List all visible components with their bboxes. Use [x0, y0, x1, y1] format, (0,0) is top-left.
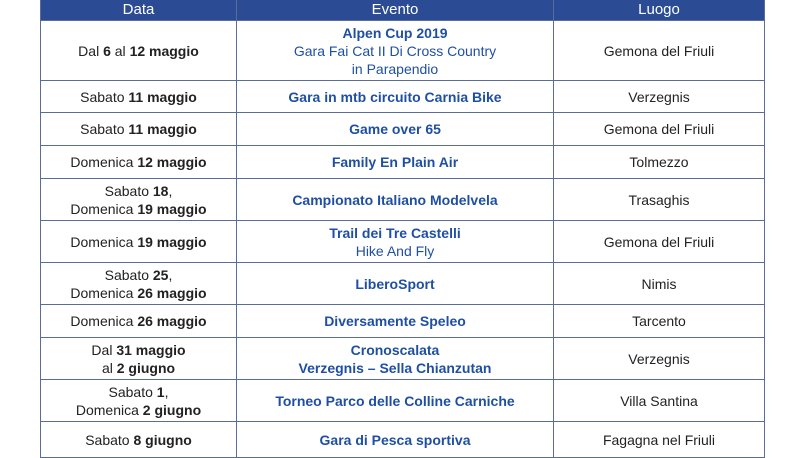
- date-text: Dal: [91, 341, 117, 358]
- cell-event: [237, 380, 554, 422]
- date-text: 8 giugno: [133, 431, 192, 448]
- event-text: Alpen Cup 2019: [342, 24, 448, 41]
- cell-place: Villa Santina: [554, 380, 765, 422]
- cell-date: [41, 305, 237, 338]
- date-text: Domenica: [70, 284, 138, 301]
- table-row: [41, 263, 765, 305]
- date-text: ,: [168, 182, 173, 199]
- table-row: [41, 146, 765, 179]
- date-text: al: [110, 42, 130, 59]
- event-text: Torneo Parco delle Colline Carniche: [275, 392, 515, 409]
- date-text: 2 giugno: [142, 401, 202, 418]
- date-text: 2 giugno: [116, 359, 176, 376]
- header-place: Luogo: [554, 0, 765, 21]
- date-text: ,: [168, 266, 173, 283]
- date-text: 26 maggio: [137, 284, 207, 301]
- date-text: 1: [156, 383, 165, 400]
- table-row: [41, 422, 765, 458]
- cell-place: Nimis: [554, 263, 765, 305]
- cell-event: [237, 179, 554, 221]
- cell-date: [41, 338, 237, 380]
- events-table-container: [40, 0, 765, 458]
- cell-date: [41, 263, 237, 305]
- cell-date: [41, 179, 237, 221]
- cell-place: Tarcento: [554, 305, 765, 338]
- table-row: [41, 21, 765, 81]
- cell-date: [41, 146, 237, 179]
- date-text: Domenica: [70, 154, 138, 170]
- cell-event: [237, 21, 554, 81]
- date-text: 6: [103, 42, 111, 59]
- date-text: Domenica: [70, 200, 138, 217]
- cell-date: [41, 81, 237, 113]
- cell-place: Gemona del Friuli: [554, 221, 765, 263]
- cell-date: [41, 380, 237, 422]
- cell-date: [41, 422, 237, 458]
- cell-place: Gemona del Friuli: [554, 113, 765, 146]
- date-text: Sabato: [85, 431, 134, 448]
- date-text: Sabato: [108, 383, 157, 400]
- date-text: Sabato: [104, 182, 153, 199]
- events-table: [40, 0, 765, 458]
- event-text: Campionato Italiano Modelvela: [292, 191, 498, 208]
- event-text: Cronoscalata: [350, 341, 440, 358]
- cell-event: [237, 338, 554, 380]
- cell-place: Gemona del Friuli: [554, 21, 765, 81]
- date-text: Domenica: [70, 313, 138, 329]
- cell-event: [237, 113, 554, 146]
- table-row: [41, 81, 765, 113]
- event-text: Hike And Fly: [355, 242, 435, 259]
- event-text: Gara in mtb circuito Carnia Bike: [288, 88, 502, 105]
- cell-place: Fagagna nel Friuli: [554, 422, 765, 458]
- event-text: Trail dei Tre Castelli: [329, 224, 461, 241]
- table-row: [41, 380, 765, 422]
- date-text: Sabato: [80, 121, 129, 137]
- cell-event: [237, 263, 554, 305]
- event-text: in Parapendio: [351, 60, 439, 77]
- date-text: Sabato: [104, 266, 153, 283]
- date-text: Domenica: [75, 401, 143, 418]
- date-text: Dal: [78, 42, 104, 59]
- table-row: [41, 305, 765, 338]
- date-text: 12 maggio: [137, 154, 207, 170]
- date-text: 25: [152, 266, 169, 283]
- cell-event: [237, 81, 554, 113]
- event-text: Family En Plain Air: [331, 154, 459, 170]
- date-text: ,: [164, 383, 169, 400]
- date-text: 11 maggio: [128, 121, 197, 137]
- cell-event: [237, 146, 554, 179]
- cell-event: [237, 221, 554, 263]
- header-event: Evento: [237, 0, 554, 21]
- date-text: 12 maggio: [129, 42, 199, 59]
- table-row: [41, 221, 765, 263]
- date-text: Sabato: [80, 88, 129, 105]
- date-text: 11 maggio: [128, 88, 197, 105]
- table-row: [41, 338, 765, 380]
- header-date: Data: [41, 0, 237, 21]
- cell-place: Tolmezzo: [554, 146, 765, 179]
- event-text: Verzegnis – Sella Chianzutan: [298, 359, 492, 376]
- table-header-row: [41, 0, 765, 21]
- date-text: al: [101, 359, 117, 376]
- date-text: 26 maggio: [137, 313, 207, 329]
- event-text: Game over 65: [349, 121, 441, 137]
- date-text: 18: [152, 182, 169, 199]
- cell-place: Verzegnis: [554, 81, 765, 113]
- cell-event: [237, 422, 554, 458]
- event-text: Gara di Pesca sportiva: [319, 431, 471, 448]
- date-text: Domenica: [70, 233, 138, 250]
- date-text: 19 maggio: [137, 200, 207, 217]
- table-body: [41, 21, 765, 458]
- cell-event: [237, 305, 554, 338]
- table-row: [41, 113, 765, 146]
- cell-date: [41, 113, 237, 146]
- event-text: Gara Fai Cat II Di Cross Country: [293, 42, 497, 59]
- cell-date: [41, 221, 237, 263]
- date-text: 19 maggio: [137, 233, 207, 250]
- table-row: [41, 179, 765, 221]
- event-text: LiberoSport: [355, 275, 435, 292]
- event-text: Diversamente Speleo: [324, 313, 466, 329]
- cell-place: Trasaghis: [554, 179, 765, 221]
- cell-date: [41, 21, 237, 81]
- cell-place: Verzegnis: [554, 338, 765, 380]
- date-text: 31 maggio: [116, 341, 186, 358]
